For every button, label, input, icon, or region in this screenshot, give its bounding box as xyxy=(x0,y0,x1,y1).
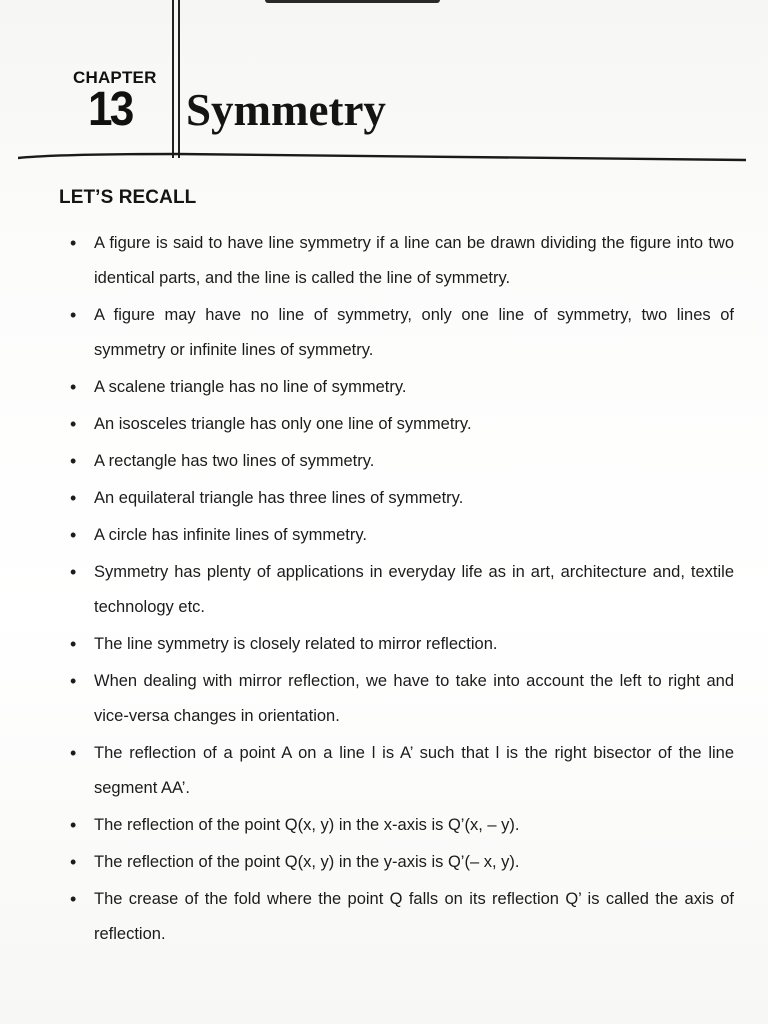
list-item-text: A rectangle has two lines of symmetry. xyxy=(94,452,375,470)
list-item-text: The crease of the fold where the point Q falls on its reflection Q’ is called the axis of reflection. xyxy=(94,890,734,943)
bullet-icon: • xyxy=(70,451,77,471)
list-item-text: The reflection of the point Q(x, y) in the y-axis is Q’(– x, y). xyxy=(94,853,520,871)
bullet-icon: • xyxy=(70,377,77,397)
list-item xyxy=(62,298,734,368)
list-item-text: The reflection of the point Q(x, y) in the x-axis is Q’(x, – y). xyxy=(94,816,520,834)
list-item-text: When dealing with mirror reflection, we have to take into account the left to right and vice-versa changes in orientation. xyxy=(94,672,734,725)
bullet-icon: • xyxy=(70,815,77,835)
list-item xyxy=(62,808,734,843)
list-item xyxy=(62,226,734,296)
list-item xyxy=(62,882,734,952)
bullet-icon: • xyxy=(70,414,77,434)
chapter-number: 13 xyxy=(88,83,132,136)
chapter-title: Symmetry xyxy=(186,85,386,135)
header-divider-line xyxy=(172,0,174,158)
list-item xyxy=(62,407,734,442)
list-item xyxy=(62,518,734,553)
list-item xyxy=(62,555,734,625)
list-item-text: An isosceles triangle has only one line of symmetry. xyxy=(94,415,472,433)
header-divider-line xyxy=(178,0,180,158)
bullet-icon: • xyxy=(70,889,77,909)
list-item-text: A circle has infinite lines of symmetry. xyxy=(94,526,367,544)
page-top-edge xyxy=(265,0,440,3)
list-item-text: The line symmetry is closely related to mirror reflection. xyxy=(94,635,498,653)
list-item-text: A figure may have no line of symmetry, only one line of symmetry, two lines of symmetry or infinite lines of symmetry. xyxy=(94,306,734,359)
bullet-icon: • xyxy=(70,525,77,545)
bullet-icon: • xyxy=(70,743,77,763)
list-item-text: A scalene triangle has no line of symmetry. xyxy=(94,378,407,396)
list-item-text: Symmetry has plenty of applications in everyday life as in art, architecture and, textile technology etc. xyxy=(94,563,734,616)
bullet-icon: • xyxy=(70,305,77,325)
header-rule-line xyxy=(18,152,746,164)
list-item-text: The reflection of a point A on a line l is A’ such that l is the right bisector of the line segment AA’. xyxy=(94,744,734,797)
section-title: LET’S RECALL xyxy=(59,187,197,208)
list-item xyxy=(62,370,734,405)
bullet-icon: • xyxy=(70,634,77,654)
recall-list xyxy=(62,226,734,954)
list-item-text: A figure is said to have line symmetry if a line can be drawn dividing the figure into two identical parts, and the line is called the line of symmetry. xyxy=(94,234,734,287)
list-item-text: An equilateral triangle has three lines of symmetry. xyxy=(94,489,464,507)
list-item xyxy=(62,444,734,479)
chapter-label: CHAPTER xyxy=(73,68,157,87)
list-item xyxy=(62,736,734,806)
bullet-icon: • xyxy=(70,488,77,508)
list-item xyxy=(62,664,734,734)
bullet-icon: • xyxy=(70,852,77,872)
bullet-icon: • xyxy=(70,562,77,582)
list-item xyxy=(62,481,734,516)
list-item xyxy=(62,627,734,662)
list-item xyxy=(62,845,734,880)
bullet-icon: • xyxy=(70,671,77,691)
bullet-icon: • xyxy=(70,233,77,253)
